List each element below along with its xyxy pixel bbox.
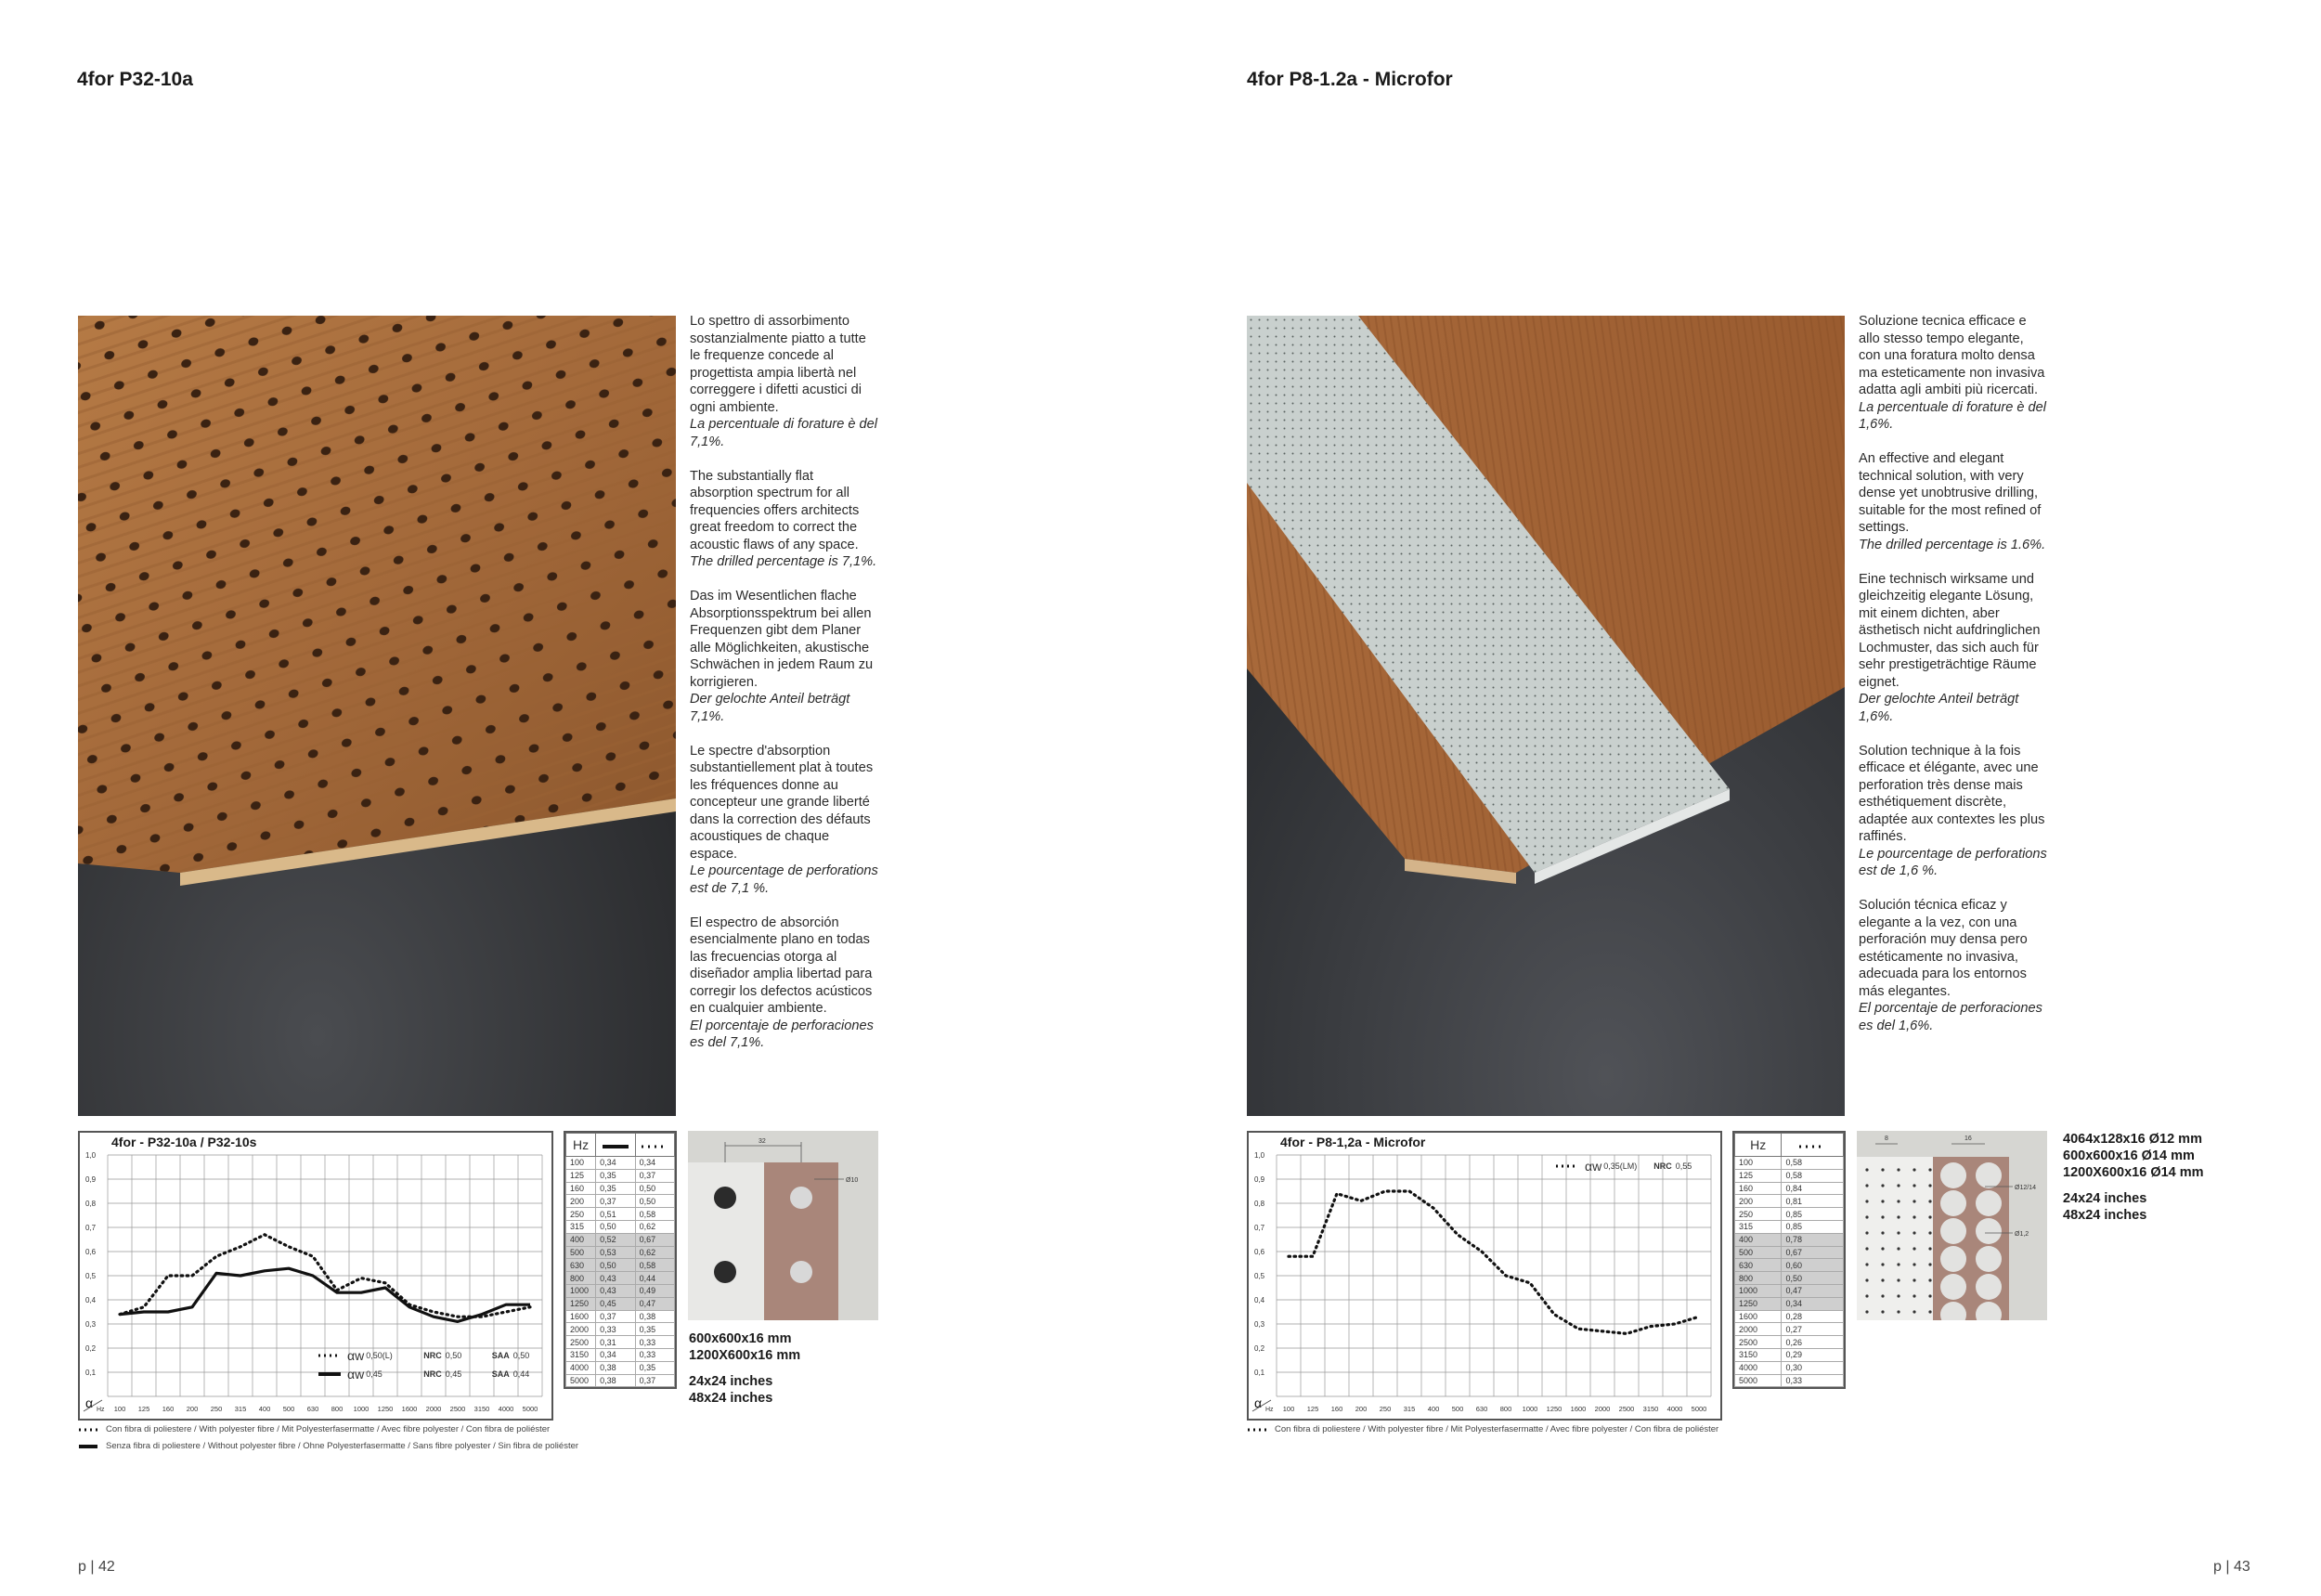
wood-panel-image bbox=[78, 316, 676, 1116]
legend-with-fibre bbox=[1247, 1421, 1718, 1438]
value-cell: 0,30 bbox=[1782, 1361, 1844, 1374]
perforation-hole bbox=[1976, 1190, 2002, 1216]
dotted-series-header bbox=[635, 1134, 674, 1157]
right-chart-plot bbox=[1249, 1133, 1720, 1419]
left-description bbox=[690, 313, 880, 1069]
table-row bbox=[1735, 1323, 1844, 1336]
dotted-line-icon bbox=[1247, 1427, 1267, 1433]
frequency-cell: 3150 bbox=[1735, 1348, 1782, 1361]
dotted-line-icon bbox=[1555, 1163, 1579, 1169]
y-tick-label: 0,4 bbox=[1254, 1296, 1265, 1304]
frequency-cell: 125 bbox=[566, 1169, 596, 1182]
right-absorption-chart bbox=[1247, 1131, 1722, 1421]
x-tick-label: 5000 bbox=[1691, 1405, 1707, 1413]
left-perforation-swatch bbox=[688, 1131, 878, 1320]
saa-value: 0,44 bbox=[512, 1369, 530, 1379]
frequency-cell: 315 bbox=[1735, 1220, 1782, 1233]
perforation-hole bbox=[1940, 1274, 1966, 1300]
value-cell: 0,47 bbox=[635, 1297, 674, 1310]
table-row bbox=[566, 1195, 675, 1208]
left-desc-en: The substantially flat absorption spectrum for all frequencies offers architects great freedom to correct the acoustic flaws of any space. The drilled percentage is 7,1%. bbox=[690, 468, 877, 569]
frequency-cell: 1600 bbox=[1735, 1310, 1782, 1323]
perforation-hole bbox=[1940, 1162, 1966, 1188]
x-tick-label: 200 bbox=[1355, 1405, 1368, 1413]
value-cell: 0,45 bbox=[596, 1297, 635, 1310]
left-absorption-chart bbox=[78, 1131, 553, 1421]
x-tick-label: 1250 bbox=[1546, 1405, 1562, 1413]
value-cell: 0,81 bbox=[1782, 1195, 1844, 1208]
value-cell: 0,52 bbox=[596, 1233, 635, 1246]
value-cell: 0,27 bbox=[1782, 1323, 1844, 1336]
x-tick-label: 3150 bbox=[1642, 1405, 1659, 1413]
value-cell: 0,50 bbox=[635, 1182, 674, 1195]
value-cell: 0,31 bbox=[596, 1336, 635, 1349]
table-row bbox=[566, 1233, 675, 1246]
value-cell: 0,50 bbox=[596, 1220, 635, 1233]
y-tick-label: 0,8 bbox=[85, 1200, 97, 1208]
swatch-dia-label: Ø10 bbox=[846, 1177, 859, 1184]
table-row bbox=[566, 1169, 675, 1182]
value-cell: 0,62 bbox=[635, 1246, 674, 1259]
x-tick-label: 500 bbox=[1451, 1405, 1464, 1413]
right-chart-title: 4for - P8-1,2a - Microfor bbox=[1280, 1135, 1426, 1149]
value-cell: 0,33 bbox=[1782, 1374, 1844, 1387]
size-inches: 24x24 inches bbox=[2063, 1191, 2147, 1206]
value-cell: 0,60 bbox=[1782, 1259, 1844, 1272]
frequency-cell: 400 bbox=[1735, 1233, 1782, 1246]
table-row bbox=[566, 1272, 675, 1285]
value-cell: 0,38 bbox=[596, 1361, 635, 1374]
perforation-diagram bbox=[688, 1131, 878, 1320]
x-tick-label: 2500 bbox=[449, 1405, 466, 1413]
right-desc-de: Eine technisch wirksame und gleichzeitig elegante Lösung, mit einem dichten, aber ästhetisch nicht aufdringlichen Lochmuster, das sich auch für sehr prestigeträchtige Räume eignet. Der gelochte Anteil beträgt 1,6%. bbox=[1859, 571, 2041, 724]
value-cell: 0,37 bbox=[596, 1195, 635, 1208]
x-tick-label: 3150 bbox=[473, 1405, 490, 1413]
aw-value: 0,45 bbox=[366, 1369, 383, 1379]
value-cell: 0,50 bbox=[1782, 1272, 1844, 1285]
y-tick-label: 0,3 bbox=[1254, 1320, 1265, 1329]
legend-text: Senza fibra di poliestere / Without polyester fibre / Ohne Polyesterfasermatte / Sans fibre polyester / Sin fibra de poliéster bbox=[106, 1441, 579, 1451]
swatch-dia-label: Ø1,2 bbox=[2015, 1231, 2029, 1238]
left-sizes bbox=[689, 1330, 800, 1416]
swatch-dia-label: Ø12/14 bbox=[2015, 1185, 2036, 1191]
value-cell: 0,37 bbox=[596, 1310, 635, 1323]
x-tick-label: 125 bbox=[137, 1405, 150, 1413]
size-inches: 48x24 inches bbox=[689, 1391, 773, 1406]
table-row bbox=[566, 1361, 675, 1374]
y-tick-label: 0,1 bbox=[1254, 1369, 1265, 1377]
x-tick-label: 100 bbox=[113, 1405, 126, 1413]
table-row bbox=[1735, 1233, 1844, 1246]
frequency-cell: 315 bbox=[566, 1220, 596, 1233]
perforation-hole bbox=[1976, 1162, 2002, 1188]
frequency-cell: 800 bbox=[1735, 1272, 1782, 1285]
value-cell: 0,58 bbox=[635, 1208, 674, 1221]
value-cell: 0,47 bbox=[1782, 1284, 1844, 1297]
y-tick-label: 0,6 bbox=[1254, 1248, 1265, 1256]
table-row bbox=[1735, 1297, 1844, 1310]
right-product-title: 4for P8-1.2a - Microfor bbox=[1247, 69, 1453, 90]
value-cell: 0,34 bbox=[635, 1157, 674, 1170]
left-chart-title: 4for - P32-10a / P32-10s bbox=[111, 1135, 257, 1149]
size-mm: 1200X600x16 Ø14 mm bbox=[2063, 1165, 2204, 1180]
table-row bbox=[566, 1182, 675, 1195]
frequency-cell: 1250 bbox=[1735, 1297, 1782, 1310]
value-cell: 0,78 bbox=[1782, 1233, 1844, 1246]
right-product-photo bbox=[1247, 316, 1845, 1116]
microfor-panel-image bbox=[1247, 316, 1845, 1116]
table-row bbox=[1735, 1374, 1844, 1387]
table-row bbox=[566, 1336, 675, 1349]
right-values-table bbox=[1732, 1131, 1846, 1389]
x-tick-label: 1600 bbox=[1570, 1405, 1587, 1413]
x-tick-label: 1600 bbox=[401, 1405, 418, 1413]
value-cell: 0,84 bbox=[1782, 1182, 1844, 1195]
size-mm: 600x600x16 Ø14 mm bbox=[2063, 1148, 2195, 1163]
table-row bbox=[566, 1374, 675, 1387]
frequency-cell: 160 bbox=[1735, 1182, 1782, 1195]
nrc-label: NRC bbox=[423, 1369, 442, 1379]
value-cell: 0,51 bbox=[596, 1208, 635, 1221]
x-tick-label: 400 bbox=[258, 1405, 271, 1413]
value-cell: 0,33 bbox=[596, 1323, 635, 1336]
value-cell: 0,58 bbox=[1782, 1157, 1844, 1170]
frequency-cell: 1250 bbox=[566, 1297, 596, 1310]
value-cell: 0,35 bbox=[635, 1361, 674, 1374]
value-cell: 0,34 bbox=[596, 1348, 635, 1361]
size-mm: 4064x128x16 Ø12 mm bbox=[2063, 1132, 2202, 1147]
value-cell: 0,44 bbox=[635, 1272, 674, 1285]
table-row bbox=[1735, 1208, 1844, 1221]
frequency-cell: 250 bbox=[566, 1208, 596, 1221]
y-tick-label: 0,9 bbox=[85, 1175, 97, 1184]
value-cell: 0,50 bbox=[635, 1195, 674, 1208]
x-tick-label: 2000 bbox=[425, 1405, 442, 1413]
frequency-cell: 4000 bbox=[566, 1361, 596, 1374]
table-row bbox=[566, 1348, 675, 1361]
dotted-line-icon bbox=[318, 1353, 342, 1358]
value-cell: 0,35 bbox=[596, 1182, 635, 1195]
y-tick-label: 0,7 bbox=[1254, 1224, 1265, 1232]
frequency-cell: 400 bbox=[566, 1233, 596, 1246]
x-axis-label: Hz bbox=[97, 1407, 105, 1413]
right-chart-legend-box bbox=[1555, 1157, 1692, 1175]
table-row bbox=[1735, 1182, 1844, 1195]
x-tick-label: 2500 bbox=[1618, 1405, 1635, 1413]
value-cell: 0,58 bbox=[1782, 1169, 1844, 1182]
x-tick-label: 125 bbox=[1306, 1405, 1319, 1413]
table-row bbox=[566, 1208, 675, 1221]
table-row bbox=[1735, 1361, 1844, 1374]
frequency-cell: 1000 bbox=[566, 1284, 596, 1297]
table-row bbox=[1735, 1310, 1844, 1323]
aw-value: 0,50(L) bbox=[366, 1351, 393, 1360]
right-desc-fr: Solution technique à la fois efficace et élégante, avec une perforation très dense mais esthétiquement discrète, adaptée aux contextes les plus raffinés. Le pourcentage de perforations est de 1,6 %. bbox=[1859, 743, 2047, 878]
y-tick-label: 0,8 bbox=[1254, 1200, 1265, 1208]
legend-with-fibre bbox=[78, 1421, 578, 1438]
alpha-symbol: αw bbox=[347, 1367, 365, 1382]
value-cell: 0,53 bbox=[596, 1246, 635, 1259]
x-tick-label: 1000 bbox=[353, 1405, 370, 1413]
left-footnote-legend bbox=[78, 1421, 578, 1455]
x-tick-label: 250 bbox=[1379, 1405, 1392, 1413]
table-row bbox=[1735, 1169, 1844, 1182]
x-tick-label: 1000 bbox=[1522, 1405, 1538, 1413]
legend-text: Con fibra di poliestere / With polyester fibre / Mit Polyesterfasermatte / Avec fibre polyester / Con fibra de poliéster bbox=[1275, 1424, 1719, 1434]
table-row bbox=[1735, 1259, 1844, 1272]
value-cell: 0,43 bbox=[596, 1284, 635, 1297]
swatch-dim-label: 16 bbox=[1964, 1135, 1972, 1142]
value-cell: 0,67 bbox=[1782, 1246, 1844, 1259]
x-tick-label: 400 bbox=[1427, 1405, 1440, 1413]
x-tick-label: 630 bbox=[306, 1405, 319, 1413]
legend-text: Con fibra di poliestere / With polyester fibre / Mit Polyesterfasermatte / Avec fibre polyester / Con fibra de poliéster bbox=[106, 1424, 551, 1434]
frequency-cell: 800 bbox=[566, 1272, 596, 1285]
x-tick-label: 200 bbox=[186, 1405, 199, 1413]
dotted-line-icon bbox=[1798, 1144, 1826, 1149]
alpha-symbol: αw bbox=[1585, 1159, 1602, 1174]
right-desc-es: Solución técnica eficaz y elegante a la vez, con una perforación muy densa pero estéticamente no invasiva, adecuada para los entornos más elegantes. El porcentaje de perforaciones es del 1,6%. bbox=[1859, 898, 2042, 1033]
size-inches: 48x24 inches bbox=[2063, 1208, 2147, 1223]
left-desc-it: Lo spettro di assorbimento sostanzialmente piatto a tutte le frequenze concede al progettista ampia libertà nel correggere i difetti acustici di ogni ambiente. La percentuale di forature è del 7,1%. bbox=[690, 314, 878, 449]
page-number-right: p | 43 bbox=[2213, 1559, 2250, 1575]
dotted-line-icon bbox=[78, 1427, 98, 1433]
value-cell: 0,58 bbox=[635, 1259, 674, 1272]
left-values-table bbox=[564, 1131, 677, 1389]
y-tick-label: 0,6 bbox=[85, 1248, 97, 1256]
right-desc-en: An effective and elegant technical solution, with very dense yet unobtrusive drilling, suitable for the most refined of settings. The drilled percentage is 1.6%. bbox=[1859, 451, 2046, 552]
x-tick-label: 1250 bbox=[377, 1405, 394, 1413]
size-mm: 600x600x16 mm bbox=[689, 1331, 792, 1346]
y-tick-label: 0,5 bbox=[85, 1272, 97, 1280]
nrc-value: 0,55 bbox=[1675, 1161, 1692, 1171]
value-cell: 0,49 bbox=[635, 1284, 674, 1297]
right-table bbox=[1734, 1133, 1844, 1387]
table-row bbox=[566, 1246, 675, 1259]
table-row bbox=[1735, 1246, 1844, 1259]
frequency-cell: 250 bbox=[1735, 1208, 1782, 1221]
alpha-symbol: αw bbox=[347, 1348, 365, 1363]
swatch-dim-label: 32 bbox=[759, 1138, 766, 1145]
solid-line-icon bbox=[318, 1371, 342, 1377]
table-row bbox=[566, 1157, 675, 1170]
value-cell: 0,33 bbox=[635, 1348, 674, 1361]
frequency-cell: 630 bbox=[1735, 1259, 1782, 1272]
value-cell: 0,50 bbox=[596, 1259, 635, 1272]
dotted-series-header bbox=[1782, 1134, 1844, 1157]
solid-line-icon bbox=[78, 1444, 98, 1449]
table-row bbox=[1735, 1220, 1844, 1233]
saa-label: SAA bbox=[491, 1351, 510, 1360]
left-chart-legend-box bbox=[318, 1346, 529, 1383]
left-desc-fr: Le spectre d'absorption substantiellement plat à toutes les fréquences donne au concepteur une grande liberté dans la correction des défauts acoustiques de chaque espace. Le pourcentage de perforations est de 7,1 %. bbox=[690, 743, 878, 896]
frequency-cell: 3150 bbox=[566, 1348, 596, 1361]
saa-label: SAA bbox=[491, 1369, 510, 1379]
frequency-cell: 125 bbox=[1735, 1169, 1782, 1182]
y-tick-label: 0,1 bbox=[85, 1369, 97, 1377]
value-cell: 0,28 bbox=[1782, 1310, 1844, 1323]
frequency-cell: 100 bbox=[566, 1157, 596, 1170]
x-tick-label: 4000 bbox=[498, 1405, 514, 1413]
x-tick-label: 250 bbox=[210, 1405, 223, 1413]
x-tick-label: 800 bbox=[331, 1405, 344, 1413]
nrc-label: NRC bbox=[423, 1351, 442, 1360]
solid-line-icon bbox=[602, 1144, 629, 1149]
solid-series-header bbox=[596, 1134, 635, 1157]
table-row bbox=[1735, 1336, 1844, 1349]
frequency-cell: 1600 bbox=[566, 1310, 596, 1323]
y-tick-label: 0,4 bbox=[85, 1296, 97, 1304]
value-cell: 0,26 bbox=[1782, 1336, 1844, 1349]
table-row bbox=[566, 1323, 675, 1336]
perforation-hole bbox=[1976, 1274, 2002, 1300]
frequency-cell: 100 bbox=[1735, 1157, 1782, 1170]
frequency-cell: 2000 bbox=[566, 1323, 596, 1336]
size-mm: 1200X600x16 mm bbox=[689, 1348, 801, 1363]
frequency-cell: 160 bbox=[566, 1182, 596, 1195]
frequency-cell: 1000 bbox=[1735, 1284, 1782, 1297]
perforation-hole bbox=[1976, 1218, 2002, 1244]
value-cell: 0,38 bbox=[635, 1310, 674, 1323]
value-cell: 0,67 bbox=[635, 1233, 674, 1246]
frequency-cell: 5000 bbox=[1735, 1374, 1782, 1387]
x-tick-label: 500 bbox=[282, 1405, 295, 1413]
perforation-hole bbox=[1940, 1218, 1966, 1244]
table-row bbox=[1735, 1272, 1844, 1285]
table-row bbox=[1735, 1284, 1844, 1297]
legend-without-fibre bbox=[78, 1438, 578, 1455]
x-tick-label: 315 bbox=[1403, 1405, 1416, 1413]
frequency-cell: 5000 bbox=[566, 1374, 596, 1387]
y-tick-label: 0,7 bbox=[85, 1224, 97, 1232]
value-cell: 0,85 bbox=[1782, 1220, 1844, 1233]
right-description bbox=[1859, 313, 2049, 1052]
aw-value: 0,35(LM) bbox=[1603, 1161, 1638, 1171]
y-tick-label: 1,0 bbox=[1254, 1151, 1265, 1160]
table-row bbox=[566, 1220, 675, 1233]
x-tick-label: 100 bbox=[1282, 1405, 1295, 1413]
nrc-value: 0,50 bbox=[445, 1351, 462, 1360]
left-desc-de: Das im Wesentlichen flache Absorptionsspektrum bei allen Frequenzen gibt dem Planer alle Möglichkeiten, akustische Schwächen in jedem Raum zu korrigieren. Der gelochte Anteil beträgt 7,1%. bbox=[690, 589, 874, 724]
table-row bbox=[1735, 1157, 1844, 1170]
size-inches: 24x24 inches bbox=[689, 1374, 773, 1389]
perforation-hole bbox=[1940, 1246, 1966, 1272]
frequency-cell: 630 bbox=[566, 1259, 596, 1272]
nrc-label: NRC bbox=[1653, 1161, 1672, 1171]
right-perforation-swatch bbox=[1857, 1131, 2047, 1320]
y-tick-label: 0,9 bbox=[1254, 1175, 1265, 1184]
x-tick-label: 160 bbox=[1330, 1405, 1343, 1413]
dotted-line-icon bbox=[641, 1144, 668, 1149]
y-tick-label: 0,2 bbox=[1254, 1344, 1265, 1353]
y-tick-label: 1,0 bbox=[85, 1151, 97, 1160]
table-row bbox=[566, 1297, 675, 1310]
value-cell: 0,33 bbox=[635, 1336, 674, 1349]
perforation-hole bbox=[1976, 1246, 2002, 1272]
x-tick-label: 160 bbox=[162, 1405, 175, 1413]
y-axis-label: α bbox=[1254, 1395, 1263, 1410]
right-footnote-legend bbox=[1247, 1421, 1718, 1438]
left-legend-dotted bbox=[318, 1346, 529, 1365]
value-cell: 0,34 bbox=[1782, 1297, 1844, 1310]
left-legend-solid bbox=[318, 1365, 529, 1383]
value-cell: 0,37 bbox=[635, 1374, 674, 1387]
value-cell: 0,34 bbox=[596, 1157, 635, 1170]
value-cell: 0,37 bbox=[635, 1169, 674, 1182]
frequency-cell: 200 bbox=[566, 1195, 596, 1208]
frequency-cell: 500 bbox=[1735, 1246, 1782, 1259]
x-tick-label: 315 bbox=[234, 1405, 247, 1413]
frequency-cell: 500 bbox=[566, 1246, 596, 1259]
y-tick-label: 0,3 bbox=[85, 1320, 97, 1329]
x-axis-label: Hz bbox=[1265, 1407, 1274, 1413]
frequency-cell: 4000 bbox=[1735, 1361, 1782, 1374]
left-table bbox=[565, 1133, 675, 1387]
x-tick-label: 630 bbox=[1475, 1405, 1488, 1413]
x-tick-label: 800 bbox=[1499, 1405, 1512, 1413]
right-sizes bbox=[2063, 1131, 2204, 1233]
hz-header: Hz bbox=[1735, 1134, 1782, 1157]
y-tick-label: 0,5 bbox=[1254, 1272, 1265, 1280]
frequency-cell: 200 bbox=[1735, 1195, 1782, 1208]
value-cell: 0,38 bbox=[596, 1374, 635, 1387]
left-desc-es: El espectro de absorción esencialmente plano en todas las frecuencias otorga al diseñador amplia libertad para corregir los defectos acústicos en cualquier ambiente. El porcentaje de perforaciones es del 7,1%. bbox=[690, 915, 874, 1050]
frequency-cell: 2000 bbox=[1735, 1323, 1782, 1336]
microperforation-diagram bbox=[1857, 1131, 2047, 1320]
x-tick-label: 2000 bbox=[1594, 1405, 1611, 1413]
right-desc-it: Soluzione tecnica efficace e allo stesso tempo elegante, con una foratura molto densa ma esteticamente non invasiva adatta agli ambiti più ricercati. La percentuale di forature è del 1,6%. bbox=[1859, 314, 2047, 432]
swatch-dim-label: 8 bbox=[1885, 1135, 1888, 1142]
x-tick-label: 4000 bbox=[1666, 1405, 1683, 1413]
perforation-hole bbox=[1940, 1190, 1966, 1216]
value-cell: 0,29 bbox=[1782, 1348, 1844, 1361]
frequency-cell: 2500 bbox=[566, 1336, 596, 1349]
value-cell: 0,35 bbox=[596, 1169, 635, 1182]
saa-value: 0,50 bbox=[512, 1351, 530, 1360]
y-axis-label: α bbox=[85, 1395, 94, 1410]
value-cell: 0,35 bbox=[635, 1323, 674, 1336]
table-row bbox=[1735, 1195, 1844, 1208]
page-number-left: p | 42 bbox=[78, 1559, 115, 1575]
y-tick-label: 0,2 bbox=[85, 1344, 97, 1353]
left-product-title: 4for P32-10a bbox=[77, 69, 193, 90]
frequency-cell: 2500 bbox=[1735, 1336, 1782, 1349]
table-row bbox=[566, 1310, 675, 1323]
table-row bbox=[566, 1284, 675, 1297]
table-row bbox=[1735, 1348, 1844, 1361]
value-cell: 0,62 bbox=[635, 1220, 674, 1233]
nrc-value: 0,45 bbox=[445, 1369, 462, 1379]
left-product-photo bbox=[78, 316, 676, 1116]
value-cell: 0,85 bbox=[1782, 1208, 1844, 1221]
value-cell: 0,43 bbox=[596, 1272, 635, 1285]
x-tick-label: 5000 bbox=[522, 1405, 538, 1413]
hz-header: Hz bbox=[566, 1134, 596, 1157]
table-row bbox=[566, 1259, 675, 1272]
